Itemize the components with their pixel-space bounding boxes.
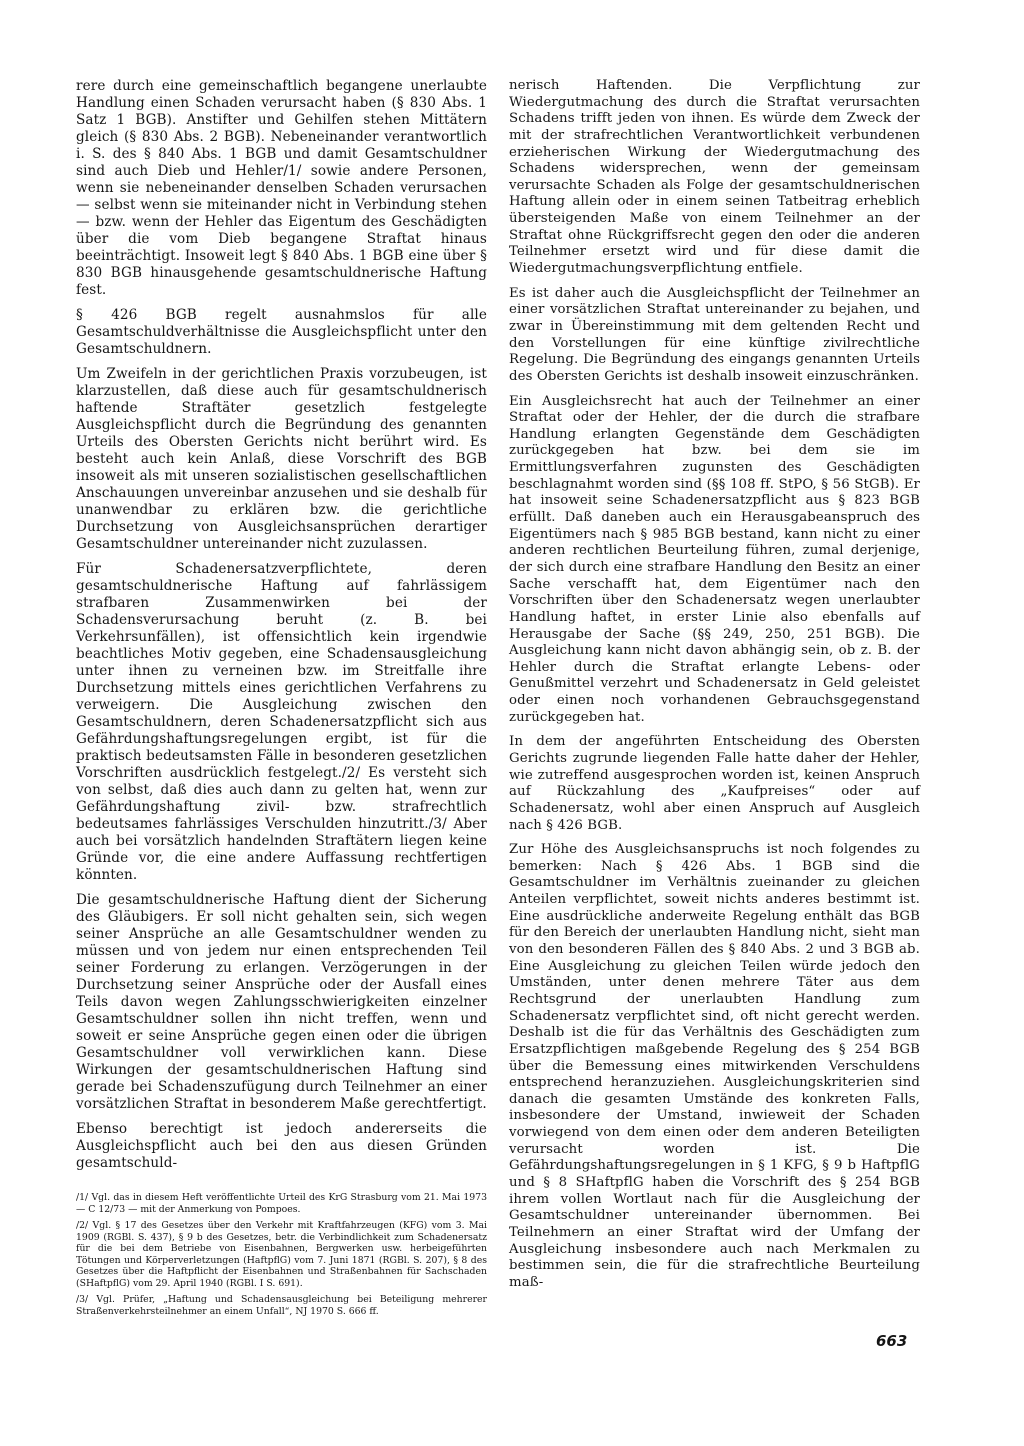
body-paragraph: Es ist daher auch die Ausgleichspflicht der Teilnehmer an einer vorsätzlichen Straftat untereinander zu bejahen, und zwar in Übereinstimmung mit dem geltenden Recht und den Vorstellungen für eine künftige zivilrechtliche Regelung. Die Begründung des eingangs genannten Urteils des Obersten Gerichts ist deshalb insoweit einzuschränken. <box>509 285 920 384</box>
body-paragraph: rere durch eine gemeinschaftlich begangene unerlaubte Handlung einen Schaden verursacht haben (§ 830 Abs. 1 Satz 1 BGB). Anstifter und Gehilfen stehen Mittätern gleich (§ 830 Abs. 2 BGB). Nebeneinander verantwortlich i. S. des § 840 Abs. 1 BGB und damit Gesamtschuldner sind auch Dieb und Hehler/1/ sowie andere Personen, wenn sie nebeneinander denselben Schaden verursachen — selbst wenn sie miteinander nicht in Verbindung stehen — bzw. wenn der Hehler das Eigentum des Geschädigten über die vom Dieb begangene Straftat hinaus beeinträchtigt. Insoweit legt § 840 Abs. 1 BGB eine über § 830 BGB hinausgehende gesamtschuldnerische Haftung fest. <box>76 78 487 298</box>
body-paragraph: nerisch Haftenden. Die Verpflichtung zur Wiedergutmachung des durch die Straftat verursachten Schadens trifft jeden von ihnen. Es würde dem Zweck der mit der strafrechtlichen Verantwortlichkeit verbundenen erzieherischen Wirkung der Wiedergutmachung des Schadens widersprechen, wenn der gemeinsam verursachte Schaden als Folge der gesamtschuldnerischen Haftung allein oder in einem seinen Tatbeitrag erheblich übersteigenden Maße von einem Teilnehmer an der Straftat ohne Rückgriffsrecht gegen den oder die anderen Teilnehmer ersetzt wird und für diese damit die Wiedergutmachungsverpflichtung entfiele. <box>509 78 920 277</box>
body-paragraph: Um Zweifeln in der gerichtlichen Praxis vorzubeugen, ist klarzustellen, daß diese auch für gesamtschuldnerisch haftende Straftäter gesetzlich festgelegte Ausgleichspflicht durch die Begründung des genannten Urteils des Obersten Gerichts nicht berührt wird. Es besteht auch kein Anlaß, diese Vorschrift des BGB insoweit als mit unseren sozialistischen gesellschaftlichen Anschauungen unvereinbar anzusehen und sie deshalb für unanwendbar zu erklären bzw. die gerichtliche Durchsetzung von Ausgleichsansprüchen derartiger Gesamtschuldner untereinander nicht zuzulassen. <box>76 366 487 552</box>
left-column <box>76 78 487 1322</box>
footnote: /1/ Vgl. das in diesem Heft veröffentlichte Urteil des KrG Strasburg vom 21. Mai 1973 — C 12/73 — mit der Anmerkung von Pompoes. <box>76 1192 487 1215</box>
body-paragraph: § 426 BGB regelt ausnahmslos für alle Gesamtschuldverhältnisse die Ausgleichspflicht unter den Gesamtschuldnern. <box>76 307 487 357</box>
body-paragraph: Ebenso berechtigt ist jedoch andererseits die Ausgleichspflicht auch bei den aus diesen Gründen gesamtschuld- <box>76 1121 487 1171</box>
body-paragraph: Ein Ausgleichsrecht hat auch der Teilnehmer an einer Straftat oder der Hehler, der die durch die strafbare Handlung erlangten Gegenstände dem Geschädigten zurückgegeben hat bzw. bei dem sie im Ermittlungsverfahren zugunsten des Geschädigten beschlagnahmt worden sind (§§ 108 ff. StPO, § 56 StGB). Er hat insoweit seine Schadenersatzpflicht aus § 823 BGB erfüllt. Daß daneben auch ein Herausgabeanspruch des Eigentümers nach § 985 BGB bestand, kann nicht zu einer anderen rechtlichen Beurteilung führen, zumal derjenige, der sich durch eine strafbare Handlung den Besitz an einer Sache verschafft hat, dem Eigentümer nach den Vorschriften über den Schadenersatz wegen unerlaubter Handlung haftet, in erster Linie also ebenfalls auf Herausgabe der Sache (§§ 249, 250, 251 BGB). Die Ausgleichung kann nicht davon abhängig sein, ob z. B. der Hehler durch die Straftat erlangte Lebens- oder Genußmittel verzehrt und Schadenersatz in Geld geleistet oder einen noch vorhandenen Gebrauchsgegenstand zurückgegeben hat. <box>509 393 920 725</box>
body-paragraph: Zur Höhe des Ausgleichsanspruchs ist noch folgendes zu bemerken: Nach § 426 Abs. 1 BGB sind die Gesamtschuldner im Verhältnis zueinander zu gleichen Anteilen verpflichtet, soweit nichts anderes bestimmt ist. Eine ausdrückliche anderweite Regelung enthält das BGB für den Bereich der unerlaubten Handlung nicht, sieht man von den besonderen Fällen des § 840 Abs. 2 und 3 BGB ab. Eine Ausgleichung zu gleichen Teilen würde jedoch den Umständen, unter denen mehrere Täter aus dem Rechtsgrund der unerlaubten Handlung zum Schadenersatz verpflichtet sind, oft nicht gerecht werden. Deshalb ist die für das Verhältnis des Geschädigten zum Ersatzpflichtigen maßgebende Regelung des § 254 BGB über die Bemessung eines mitwirkenden Verschuldens entsprechend heranzuziehen. Ausgleichungskriterien sind danach die gesamten Umstände des konkreten Falls, insbesondere der Umstand, inwieweit der Schaden vorwiegend von dem einen oder dem anderen Beteiligten verursacht worden ist. Die Gefährdungshaftungsregelungen in § 1 KFG, § 9 b HaftpflG und § 8 SHaftpflG haben die Vorschrift des § 254 BGB ihrem vollen Wortlaut nach für die Ausgleichung der Gesamtschuldner untereinander übernommen. Bei Teilnehmern an einer Straftat wird der Umfang der Ausgleichung insbesondere auch nach Merkmalen zu bestimmen sein, die für die strafrechtliche Beurteilung maß- <box>509 842 920 1290</box>
body-paragraph: Die gesamtschuldnerische Haftung dient der Sicherung des Gläubigers. Er soll nicht gehalten sein, sich wegen seiner Ansprüche an alle Gesamtschuldner wenden zu müssen und von jedem nur einen entsprechenden Teil seiner Forderung zu erlangen. Verzögerungen in der Durchsetzung seiner Ansprüche oder der Ausfall eines Teils davon wegen Zahlungsschwierigkeiten einzelner Gesamtschuldner sollen ihn nicht treffen, wenn und soweit er seine Ansprüche gegen einen oder die übrigen Gesamtschuldner voll verwirklichen kann. Diese Wirkungen der gesamtschuldnerischen Haftung sind gerade bei Schadenszufügung durch Teilnehmer an einer vorsätzlichen Straftat in besonderem Maße gerechtfertigt. <box>76 892 487 1112</box>
footnotes <box>76 1192 487 1317</box>
footnote: /3/ Vgl. Prüfer, „Haftung und Schadensausgleichung bei Beteiligung mehrerer Straßenverkehrsteilnehmer an einem Unfall“, NJ 1970 S. 666 ff. <box>76 1294 487 1317</box>
page-number: 663 <box>876 1332 908 1350</box>
footnote: /2/ Vgl. § 17 des Gesetzes über den Verkehr mit Kraftfahrzeugen (KFG) vom 3. Mai 1909 (RGBl. S. 437), § 9 b des Gesetzes, betr. die Verbindlichkeit zum Schadenersatz für die bei dem Betriebe von Eisenbahnen, Bergwerken usw. herbeigeführten Tötungen und Körperverletzungen (HaftpflG) vom 7. Juni 1871 (RGBl. S. 207), § 8 des Gesetzes über die Haftpflicht der Eisenbahnen und Straßenbahnen für Sachschaden (SHaftpflG) vom 29. April 1940 (RGBl. I S. 691). <box>76 1220 487 1289</box>
right-column <box>509 78 920 1299</box>
body-paragraph: Für Schadenersatzverpflichtete, deren gesamtschuldnerische Haftung auf fahrlässigem strafbaren Zusammenwirken bei der Schadensverursachung beruht (z. B. bei Verkehrsunfällen), ist offensichtlich kein irgendwie beachtliches Motiv gegeben, eine Schadensausgleichung unter ihnen zu verneinen bzw. im Streitfalle ihre Durchsetzung mittels eines gerichtlichen Verfahrens zu verweigern. Die Ausgleichung zwischen den Gesamtschuldnern, deren Schadenersatzpflicht sich aus Gefährdungshaftungsregelungen ergibt, ist für die praktisch bedeutsamsten Fälle in besonderen gesetzlichen Vorschriften ausdrücklich festgelegt./2/ Es versteht sich von selbst, daß dies auch dann zu gelten hat, wenn zur Gefährdungshaftung zivil- bzw. strafrechtlich bedeutsames fahrlässiges Verschulden hinzutritt./3/ Aber auch bei vorsätzlich handelnden Straftätern liegen keine Gründe vor, die eine andere Auffassung rechtfertigen könnten. <box>76 561 487 883</box>
body-paragraph: In dem der angeführten Entscheidung des Obersten Gerichts zugrunde liegenden Falle hatte daher der Hehler, wie zutreffend ausgesprochen worden ist, keinen Anspruch auf Rückzahlung des „Kaufpreises“ oder auf Schadenersatz, wohl aber einen Anspruch auf Ausgleich nach § 426 BGB. <box>509 734 920 833</box>
